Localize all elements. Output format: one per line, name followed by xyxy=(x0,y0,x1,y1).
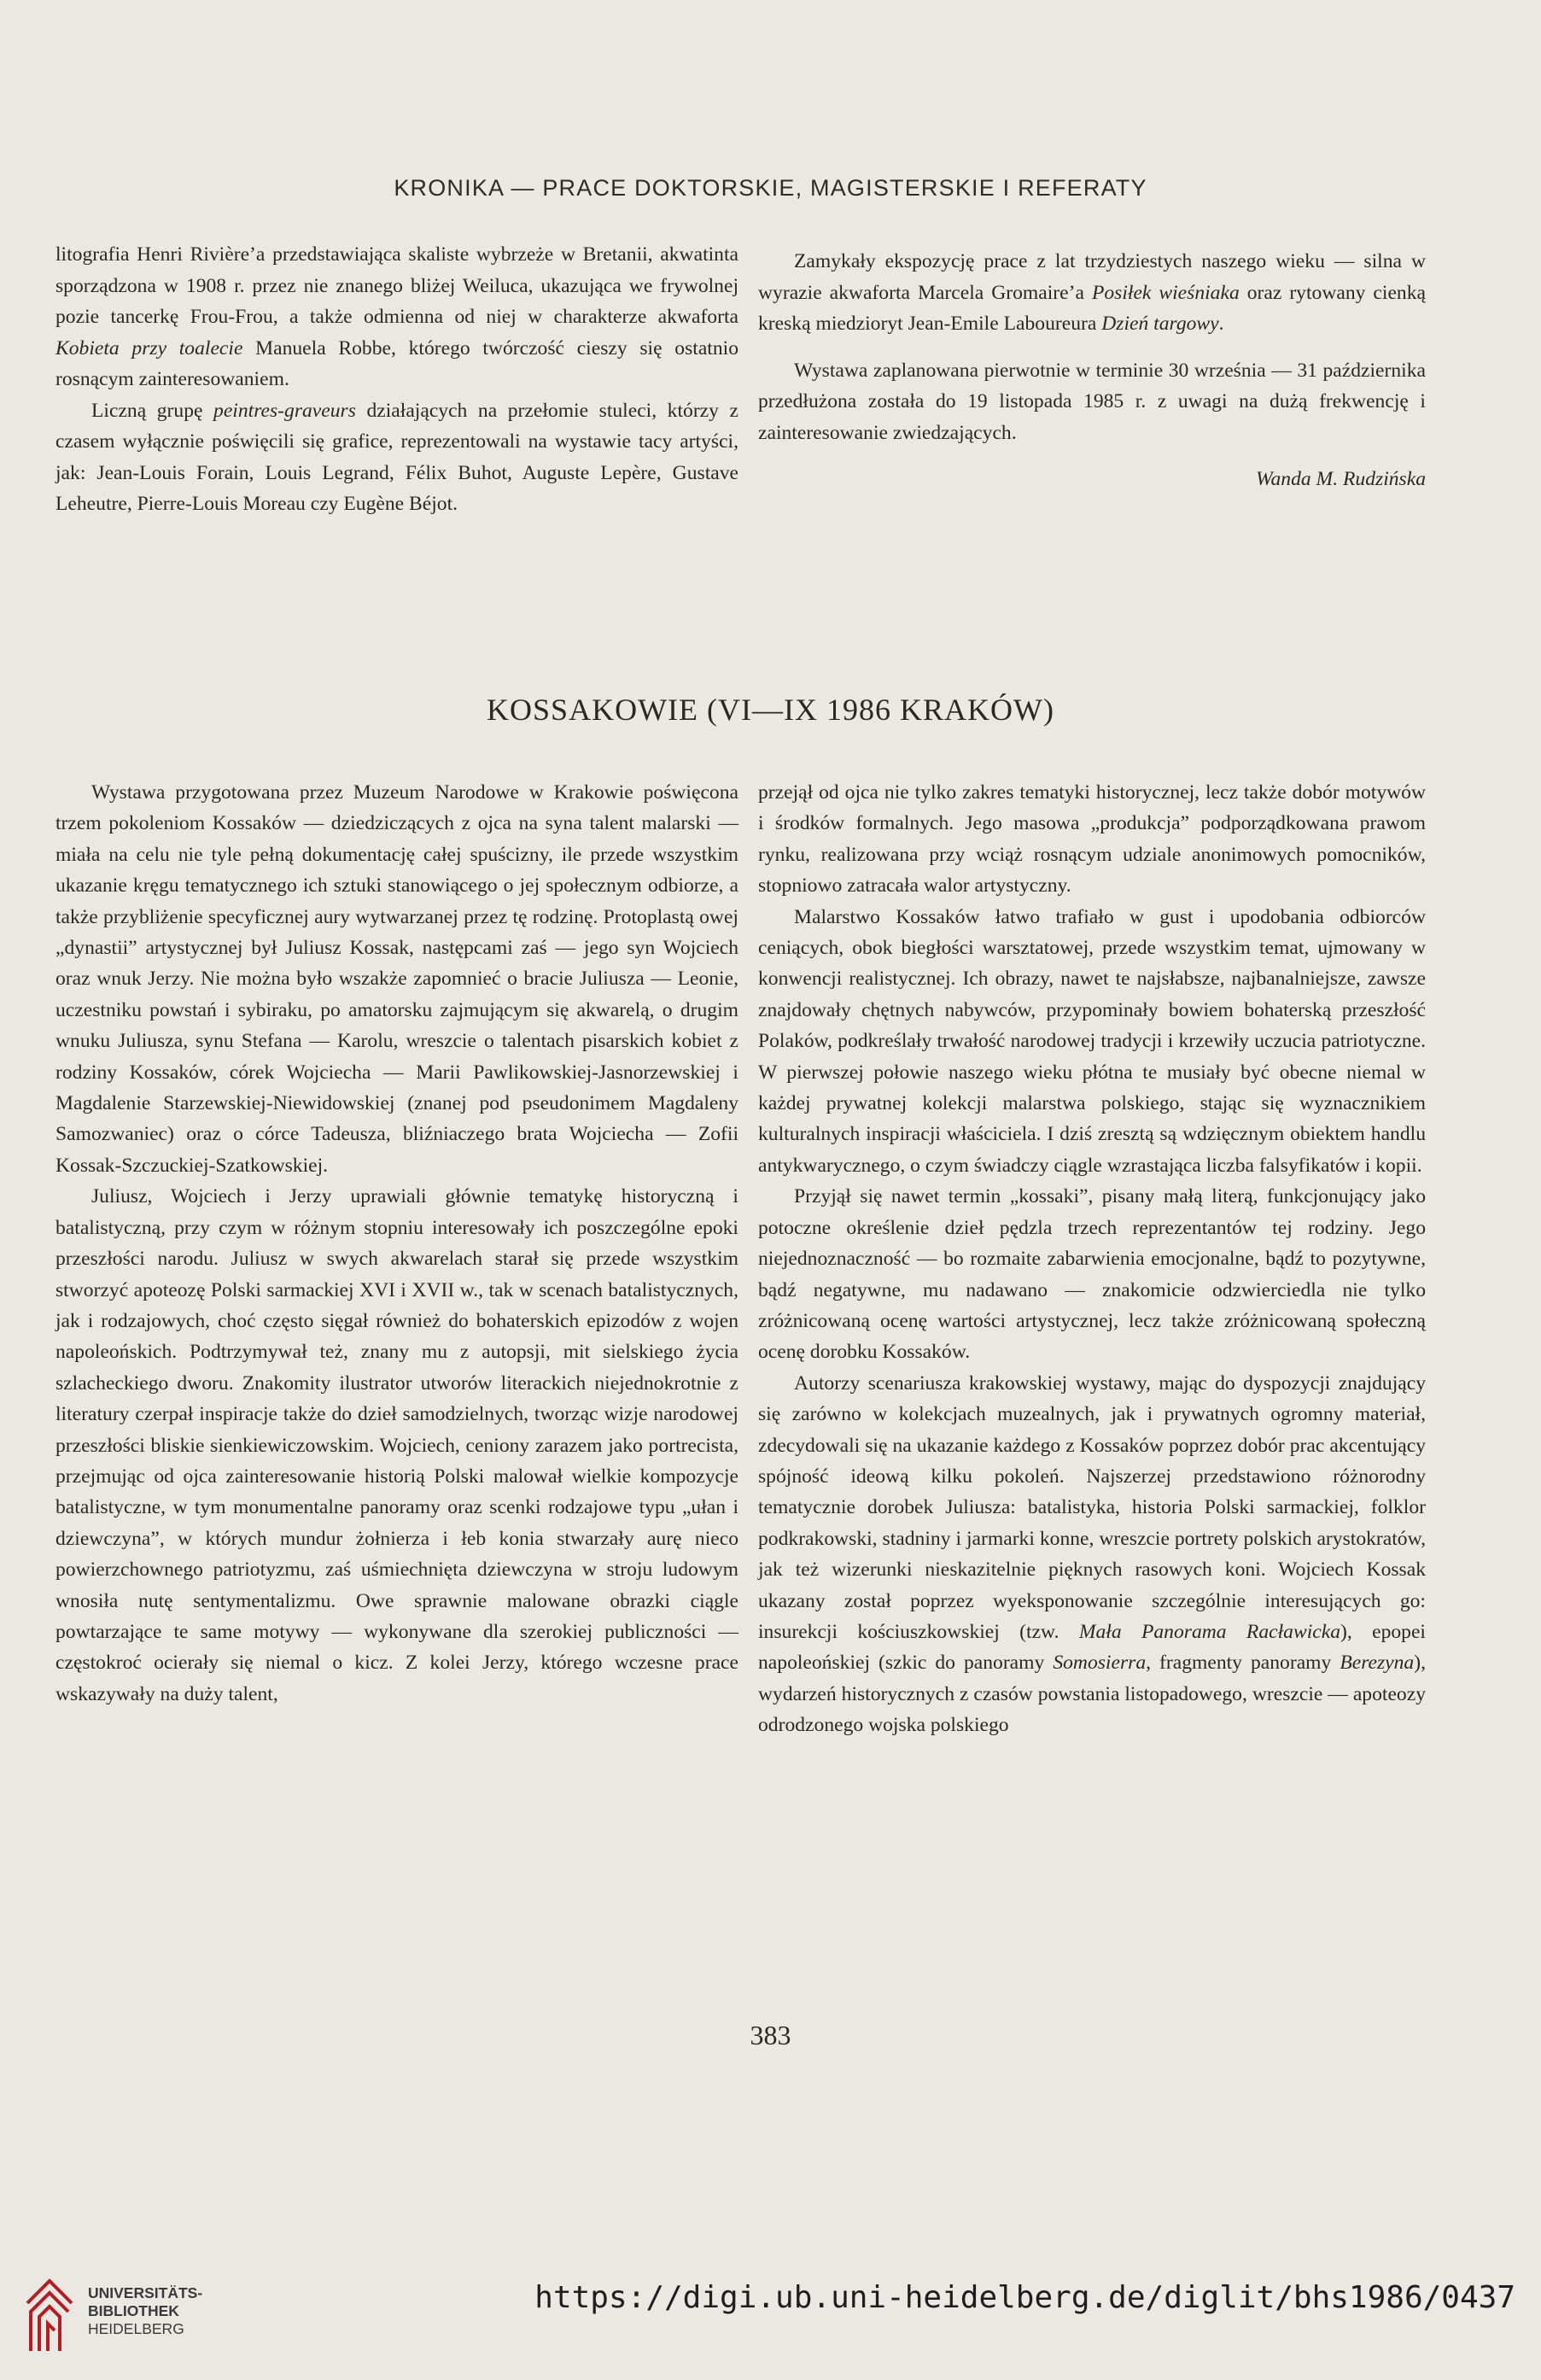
text-run: Zamykały ekspozycję prace z lat trzydziestych naszego wieku — silna w wyrazie akwaforta Marcela Gromaire’a xyxy=(758,250,1426,304)
text-run: Liczną grupę xyxy=(91,399,214,422)
section-title: KOSSAKOWIE (VI—IX 1986 KRAKÓW) xyxy=(487,693,1054,727)
paragraph xyxy=(758,246,1426,340)
paragraph xyxy=(55,395,738,520)
footer-bar xyxy=(0,2272,1541,2380)
library-name-line: UNIVERSITÄTS- xyxy=(88,2284,203,2301)
library-name-line: HEIDELBERG xyxy=(88,2320,184,2337)
section2-left-column xyxy=(55,777,738,1710)
italic-text: Kobieta przy toalecie xyxy=(55,336,243,360)
text-run: Przyjął się nawet termin „kossaki”, pisany małą literą, funkcjonujący jako potoczne określenie dzieł pędzla trzech reprezentantów tej rodziny. Jego niejednoznaczność — bo rozmaite zabarwienia emocjonalne, bądź to pozytywne, bądź negatywne, mu nadawano — znakomicie odzwierciedla nie tylko zróżnicowaną ocenę wartości artystycznej, lecz także zróżnicowaną społeczną ocenę dorobku Kossaków. xyxy=(758,1185,1426,1364)
italic-text: Posiłek wieśniaka xyxy=(1091,281,1240,304)
italic-text: Berezyna xyxy=(1340,1652,1415,1675)
text-run: , fragmenty panoramy xyxy=(1146,1652,1340,1675)
page-number: 383 xyxy=(750,2020,791,2050)
text-run: . xyxy=(1218,313,1224,335)
paragraph xyxy=(55,777,738,1181)
text-run: ), wydarzeń historycznych z czasów powstania listopadowego, wreszcie — apoteozy odrodzonego wojska polskiego xyxy=(758,1652,1426,1737)
text-run: przejął od ojca nie tylko zakres tematyki historycznej, lecz także dobór motywów i środków formalnych. Jego masowa „produkcja” podporządkowana prawom rynku, realizowana przy wciąż rosnącym udziale anonimowych pomocników, stopniowo zatracała walor artystyczny. xyxy=(758,781,1426,898)
italic-text: peintres-graveurs xyxy=(213,399,356,422)
paragraph xyxy=(758,902,1426,1182)
italic-text: Somosierra xyxy=(1053,1652,1147,1675)
library-name-line: BIBLIOTHEK xyxy=(88,2302,179,2319)
text-run: Autorzy scenariusza krakowskiej wystawy, mając do dyspozycji znajdujący się zarówno w kolekcjach muzealnych, jak i prywatnych ogromny materiał, zdecydowali się na ukazanie każdego z Kossaków poprzez dobór prac akcentujący spójność ideową kilku pokoleń. Najszerzej przedstawiono różnorodny tematycznie dorobek Juliusza: batalistyka, historia Polski sarmackiej, folklor podkrakowski, stadniny i jarmarki konne, wreszcie portrety polskich arystokratów, jak też wizerunki nieskazitelnie pięknych rasowych koni. Wojciech Kossak ukazany został poprzez wyeksponowanie szczególnie interesujących go: insurekcji kościuszkowskiej (tzw. xyxy=(758,1371,1426,1643)
text-run: Manuela Robbe, którego twórczość cieszy się ostatnio rosnącym zainteresowaniem. xyxy=(55,336,738,390)
paragraph xyxy=(758,1368,1426,1741)
running-head: KRONIKA — PRACE DOKTORSKIE, MAGISTERSKIE I REFERATY xyxy=(394,175,1147,201)
text-run: litografia Henri Rivière’a przedstawiająca skaliste wybrzeże w Bretanii, akwatinta sporządzona w 1908 r. przez nie znanego bliżej Weiluca, ukazująca we frywolnej pozie tancerkę Frou-Frou, a także odmienna od niej w charakterze akwaforta xyxy=(55,243,738,328)
section1-left-column xyxy=(55,239,738,520)
text-run: Wystawa zaplanowana pierwotnie w terminie 30 września — 31 października przedłużona została do 19 listopada 1985 r. z uwagi na dużą frekwencję i zainteresowanie zwiedzających. xyxy=(758,359,1426,444)
italic-text: Dzień targowy xyxy=(1101,313,1219,335)
section1-right-column xyxy=(758,246,1426,495)
text-run: Wystawa przygotowana przez Muzeum Narodowe w Krakowie poświęcona trzem pokoleniom Kossaków — dziedziczących z ojca na syna talent malarski — miała na celu nie tyle pełną dokumentację całej spuścizny, ile przede wszystkim ukazanie kręgu tematycznego ich sztuki stanowiącego o jej społecznym odbiorze, a także przybliżenie specyficznej aury wytwarzanej przez tę rodzinę. Protoplastą owej „dynastii” artystycznej był Juliusz Kossak, następcami zaś — jego syn Wojciech oraz wnuk Jerzy. Nie można było wszakże zapomnieć o bracie Juliusza — Leonie, uczestniku powstań i sybiraku, po amatorsku zajmującym się akwarelą, o drugim wnuku Juliusza, synu Stefana — Karolu, wreszcie o talentach pisarskich kobiet z rodziny Kossaków, córek Wojciecha — Marii Pawlikowskiej-Jasnorzewskiej i Magdalenie Starzewskiej-Niewidowskiej (znanej pod pseudonimem Magdaleny Samozwaniec) oraz o córce Tadeusza, bliźniaczego brata Wojciecha — Zofii Kossak-Szczuckiej-Szatkowskiej. xyxy=(55,781,738,1177)
paragraph xyxy=(758,777,1426,902)
paragraph xyxy=(55,239,738,395)
university-library-logo-icon xyxy=(24,2278,75,2354)
italic-text: Mała Panorama Racławicka xyxy=(1078,1620,1340,1643)
paragraph xyxy=(758,355,1426,449)
text-run: oraz rytowany cienką kreską miedzioryt Jean-Emile Laboureura xyxy=(758,281,1426,335)
library-name xyxy=(88,2284,202,2338)
text-run: ), epopei napoleońskiej (szkic do panoramy xyxy=(758,1620,1426,1675)
text-run: działających na przełomie stuleci, którzy z czasem wyłącznie poświęcili się grafice, reprezentowali na wystawie tacy artyści, jak: Jean-Louis Forain, Louis Legrand, Félix Buhot, Auguste Lepère, Gustave Leheutre, Pierre-Louis Moreau czy Eugène Béjot. xyxy=(55,399,738,515)
author-signature: Wanda M. Rudzińska xyxy=(1255,468,1426,490)
paragraph xyxy=(758,1181,1426,1367)
paragraph xyxy=(55,1181,738,1710)
section2-right-column xyxy=(758,777,1426,1741)
text-run: Malarstwo Kossaków łatwo trafiało w gust i upodobania odbiorców ceniących, obok biegłości warsztatowej, przede wszystkim temat, ujmowany w konwencji realistycznej. Ich obrazy, nawet te najsłabsze, najbanalniejsze, zawsze znajdowały chętnych nabywców, przypominały bowiem bohaterską przeszłość Polaków, podkreślały trwałość narodowej tradycji i krzewiły uczucia patriotyczne. W pierwszej połowie naszego wieku płótna te musiały być obecne niemal w każdej prywatnej kolekcji malarstwa polskiego, stając się wyznacznikiem kulturalnych inspiracji właściciela. I dziś zresztą są wdzięcznym obiektem handlu antykwarycznego, o czym świadczy ciągle wzrastająca liczba falsyfikatów i kopii. xyxy=(758,905,1426,1177)
text-run: Juliusz, Wojciech i Jerzy uprawiali głównie tematykę historyczną i batalistyczną, przy czym w różnym stopniu interesowały ich poszczególne epoki przeszłości narodu. Juliusz w swych akwarelach starał się przede wszystkim stworzyć apoteozę Polski sarmackiej XVI i XVII w., tak w scenach batalistycznych, jak i rodzajowych, choć często sięgał również do bohaterskich epizodów z wojen napoleońskich. Podtrzymywał też, znany mu z autopsji, mit sielskiego życia szlacheckiego dworu. Znakomity ilustrator utworów literackich niejednokrotnie z literatury czerpał inspiracje także do dzieł samodzielnych, tworząc wizje narodowej przeszłości bliskie sienkiewiczowskim. Wojciech, ceniony zarazem jako portrecista, przejmując od ojca zainteresowanie historią Polski malował wielkie kompozycje batalistyczne, w tym monumentalne panoramy oraz scenki rodzajowe typu „ułan i dziewczyna”, w których mundur żołnierza i łeb konia stwarzały aurę nieco powierzchownego patriotyzmu, zaś uśmiechnięta dziewczyna w stroju ludowym wnosiła nutę sentymentalizmu. Owe sprawnie malowane obrazki ciągle powtarzające te same motywy — wykonywane dla szerokiej publiczności — częstokroć ocierały się niemal o kicz. Z kolei Jerzy, którego wczesne prace wskazywały na duży talent, xyxy=(55,1185,738,1705)
source-url-link[interactable]: https://digi.ub.uni-heidelberg.de/diglit/bhs1986/0437 xyxy=(534,2280,1515,2315)
